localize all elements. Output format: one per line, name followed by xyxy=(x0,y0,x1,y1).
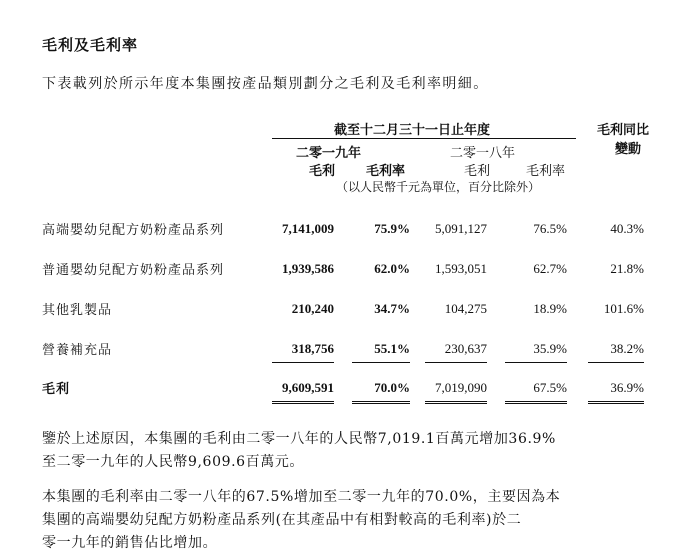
header-change-line1: 毛利同比 xyxy=(597,123,650,138)
subtotal-rule xyxy=(505,362,567,363)
header-2018: 二零一八年 xyxy=(450,146,516,161)
total-gpm-2019: 70.0% xyxy=(374,380,410,395)
subtotal-rule xyxy=(352,362,410,363)
total-double-rule xyxy=(588,401,644,404)
cell-gp-2018: 230,637 xyxy=(444,341,487,356)
total-double-rule xyxy=(352,401,410,404)
total-double-rule xyxy=(425,401,487,404)
cell-gpm-2019: 75.9% xyxy=(374,221,410,236)
row-label: 高端嬰幼兒配方奶粉產品系列 xyxy=(42,223,225,238)
unit-note: （以人民幣千元為單位，百分比除外） xyxy=(336,180,541,194)
section-title: 毛利及毛利率 xyxy=(42,36,139,54)
cell-gpm-2019: 55.1% xyxy=(374,341,410,356)
header-2019: 二零一九年 xyxy=(296,146,362,161)
total-double-rule xyxy=(505,401,567,404)
col-gpm-2018: 毛利率 xyxy=(526,164,566,179)
cell-change: 21.8% xyxy=(610,261,644,276)
cell-gp-2018: 5,091,127 xyxy=(435,221,487,236)
intro-text: 下表載列於所示年度本集團按產品類別劃分之毛利及毛利率明細。 xyxy=(42,76,489,92)
paragraph-1-line-1: 鑒於上述原因，本集團的毛利由二零一八年的人民幣7,019.1百萬元增加36.9% xyxy=(42,431,556,447)
row-label: 營養補充品 xyxy=(42,343,113,358)
header-period-rule xyxy=(272,138,576,139)
cell-gp-2018: 1,593,051 xyxy=(435,261,487,276)
cell-change: 38.2% xyxy=(610,341,644,356)
cell-gp-2019: 318,756 xyxy=(291,341,334,356)
cell-gpm-2018: 18.9% xyxy=(533,301,567,316)
cell-change: 40.3% xyxy=(610,221,644,236)
paragraph-1-line-2: 至二零一九年的人民幣9,609.6百萬元。 xyxy=(42,454,305,470)
subtotal-rule xyxy=(588,362,644,363)
subtotal-rule xyxy=(425,362,487,363)
paragraph-2-line-2: 集團的高端嬰幼兒配方奶粉產品系列(在其產品中有相對較高的毛利率)於二 xyxy=(42,512,522,528)
subtotal-rule xyxy=(272,362,334,363)
cell-gpm-2018: 35.9% xyxy=(533,341,567,356)
total-label: 毛利 xyxy=(42,382,71,397)
cell-gpm-2018: 76.5% xyxy=(533,221,567,236)
cell-gp-2019: 7,141,009 xyxy=(282,221,334,236)
col-gp-2018: 毛利 xyxy=(464,164,491,179)
cell-gp-2019: 1,939,586 xyxy=(282,261,334,276)
total-gpm-2018: 67.5% xyxy=(533,380,567,395)
cell-gp-2019: 210,240 xyxy=(291,301,334,316)
cell-change: 101.6% xyxy=(603,301,644,316)
header-change-line2: 變動 xyxy=(615,142,642,157)
total-gp-2018: 7,019,090 xyxy=(435,380,487,395)
total-double-rule xyxy=(272,401,334,404)
paragraph-2-line-3: 零一九年的銷售佔比增加。 xyxy=(42,535,218,551)
col-gpm-2019: 毛利率 xyxy=(366,164,406,179)
col-gp-2019: 毛利 xyxy=(309,164,336,179)
cell-gpm-2019: 62.0% xyxy=(374,261,410,276)
row-label: 普通嬰幼兒配方奶粉產品系列 xyxy=(42,263,225,278)
cell-gpm-2019: 34.7% xyxy=(374,301,410,316)
total-change: 36.9% xyxy=(610,380,644,395)
header-period: 截至十二月三十一日止年度 xyxy=(334,123,491,138)
total-gp-2019: 9,609,591 xyxy=(282,380,334,395)
paragraph-2-line-1: 本集團的毛利率由二零一八年的67.5%增加至二零一九年的70.0%，主要因為本 xyxy=(42,489,561,505)
row-label: 其他乳製品 xyxy=(42,303,113,318)
cell-gp-2018: 104,275 xyxy=(444,301,487,316)
cell-gpm-2018: 62.7% xyxy=(533,261,567,276)
